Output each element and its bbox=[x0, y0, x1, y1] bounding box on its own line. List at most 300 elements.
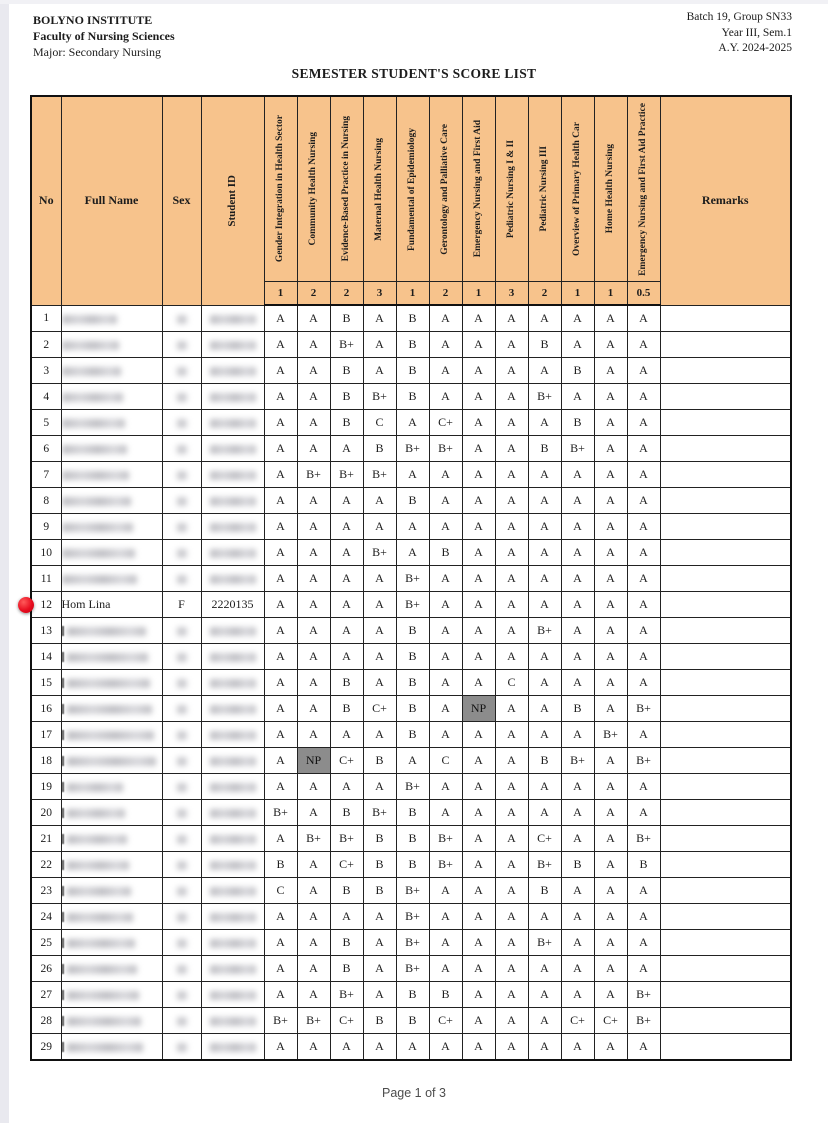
redacted-id-blur bbox=[210, 965, 256, 974]
grade-cell: A bbox=[297, 618, 330, 644]
institute-name: BOLYNO INSTITUTE bbox=[33, 13, 153, 27]
student-name bbox=[61, 305, 162, 332]
grade-cell: A bbox=[627, 462, 660, 488]
grade-cell: A bbox=[330, 436, 363, 462]
student-name bbox=[61, 852, 162, 878]
grade-cell: A bbox=[561, 826, 594, 852]
grade-cell: A bbox=[627, 618, 660, 644]
redacted-sex-blur bbox=[177, 341, 187, 350]
grade-cell: A bbox=[330, 592, 363, 618]
row-number: 10 bbox=[31, 540, 61, 566]
year-sem-line: Year III, Sem.1 bbox=[721, 26, 792, 39]
grade-cell: A bbox=[594, 904, 627, 930]
redacted-name-blur bbox=[62, 419, 125, 428]
grade-cell: A bbox=[462, 826, 495, 852]
remarks-cell bbox=[660, 748, 791, 774]
grade-cell: A bbox=[264, 670, 297, 696]
grade-cell: A bbox=[429, 956, 462, 982]
grade-cell: A bbox=[363, 904, 396, 930]
grade-cell: A bbox=[528, 540, 561, 566]
grade-cell: A bbox=[462, 722, 495, 748]
subject-header-6 bbox=[429, 96, 462, 282]
row-number: 22 bbox=[31, 852, 61, 878]
grade-cell: A bbox=[264, 774, 297, 800]
redacted-id-blur bbox=[210, 809, 256, 818]
redacted-id-blur bbox=[210, 523, 256, 532]
grade-cell: A bbox=[495, 332, 528, 358]
grade-cell: B+ bbox=[429, 826, 462, 852]
grade-cell: A bbox=[264, 956, 297, 982]
student-sex bbox=[162, 488, 201, 514]
grade-cell: A bbox=[594, 618, 627, 644]
grade-cell: C+ bbox=[330, 748, 363, 774]
grade-cell: A bbox=[297, 956, 330, 982]
grade-cell: A bbox=[594, 644, 627, 670]
grade-cell: A bbox=[627, 436, 660, 462]
grade-cell: B+ bbox=[627, 696, 660, 722]
remarks-cell bbox=[660, 384, 791, 410]
grade-cell: A bbox=[495, 592, 528, 618]
student-sex bbox=[162, 436, 201, 462]
grade-cell: A bbox=[495, 1008, 528, 1034]
grade-cell: A bbox=[561, 592, 594, 618]
grade-cell: A bbox=[495, 410, 528, 436]
grade-cell: A bbox=[462, 618, 495, 644]
student-name bbox=[61, 696, 162, 722]
grade-cell: B+ bbox=[396, 566, 429, 592]
student-name bbox=[61, 982, 162, 1008]
grade-cell: A bbox=[297, 540, 330, 566]
grade-cell: A bbox=[561, 670, 594, 696]
grade-cell: A bbox=[429, 800, 462, 826]
grade-cell: B+ bbox=[396, 956, 429, 982]
remarks-cell bbox=[660, 826, 791, 852]
redacted-sex-blur bbox=[177, 861, 187, 870]
student-name bbox=[61, 722, 162, 748]
grade-cell: A bbox=[528, 644, 561, 670]
student-sex bbox=[162, 982, 201, 1008]
table-row bbox=[31, 305, 791, 332]
grade-cell: A bbox=[297, 696, 330, 722]
grade-cell: B+ bbox=[330, 332, 363, 358]
student-id bbox=[201, 410, 264, 436]
red-dot-marker bbox=[18, 597, 34, 613]
grade-cell: A bbox=[594, 384, 627, 410]
row-number: 12 bbox=[31, 592, 61, 618]
subject-name-vertical: Maternal Health Nursing bbox=[373, 137, 384, 241]
name-prefix-fragment bbox=[62, 912, 64, 922]
redacted-name-blur bbox=[67, 627, 146, 636]
redacted-id-blur bbox=[210, 341, 256, 350]
student-id bbox=[201, 722, 264, 748]
table-row bbox=[31, 332, 791, 358]
grade-cell: A bbox=[594, 1034, 627, 1061]
name-prefix-fragment bbox=[62, 808, 64, 818]
grade-cell: A bbox=[594, 930, 627, 956]
grade-cell: A bbox=[264, 748, 297, 774]
credit-value-5: 1 bbox=[396, 282, 429, 306]
grade-cell: A bbox=[264, 566, 297, 592]
grade-cell: B bbox=[528, 878, 561, 904]
table-row bbox=[31, 852, 791, 878]
student-id-vertical-label: Student ID bbox=[226, 174, 239, 227]
grade-cell: B bbox=[330, 384, 363, 410]
grade-cell: A bbox=[297, 410, 330, 436]
grade-cell: A bbox=[528, 592, 561, 618]
grade-cell: A bbox=[297, 644, 330, 670]
row-number: 19 bbox=[31, 774, 61, 800]
grade-cell: A bbox=[264, 410, 297, 436]
grade-cell: B+ bbox=[264, 800, 297, 826]
grade-cell: A bbox=[594, 462, 627, 488]
grade-cell: A bbox=[594, 956, 627, 982]
grade-cell: A bbox=[429, 566, 462, 592]
redacted-id-blur bbox=[210, 835, 256, 844]
student-sex bbox=[162, 410, 201, 436]
redacted-sex-blur bbox=[177, 575, 187, 584]
grade-cell: A bbox=[594, 774, 627, 800]
grade-cell: B+ bbox=[330, 826, 363, 852]
student-id bbox=[201, 774, 264, 800]
grade-cell: A bbox=[561, 800, 594, 826]
row-number: 16 bbox=[31, 696, 61, 722]
page-number: Page 1 of 3 bbox=[382, 1086, 446, 1100]
redacted-id-blur bbox=[210, 991, 256, 1000]
grade-cell: B bbox=[396, 670, 429, 696]
student-id bbox=[201, 1008, 264, 1034]
row-number: 28 bbox=[31, 1008, 61, 1034]
grade-cell: B+ bbox=[627, 1008, 660, 1034]
grade-cell: B bbox=[561, 696, 594, 722]
grade-cell: C bbox=[264, 878, 297, 904]
subject-header-10 bbox=[561, 96, 594, 282]
grade-cell: A bbox=[594, 748, 627, 774]
grade-cell: B+ bbox=[528, 930, 561, 956]
grade-cell: B+ bbox=[627, 982, 660, 1008]
redacted-name-blur bbox=[62, 393, 123, 402]
grade-cell: B bbox=[396, 618, 429, 644]
student-name bbox=[61, 462, 162, 488]
row-number: 18 bbox=[31, 748, 61, 774]
grade-cell: B bbox=[396, 800, 429, 826]
grade-cell: A bbox=[627, 670, 660, 696]
grade-cell: A bbox=[429, 514, 462, 540]
grade-cell: A bbox=[627, 800, 660, 826]
row-number: 23 bbox=[31, 878, 61, 904]
table-row bbox=[31, 930, 791, 956]
grade-cell: A bbox=[429, 644, 462, 670]
grade-cell: B bbox=[330, 956, 363, 982]
row-number: 25 bbox=[31, 930, 61, 956]
student-sex bbox=[162, 514, 201, 540]
grade-cell: A bbox=[627, 592, 660, 618]
grade-cell: B bbox=[330, 670, 363, 696]
student-name bbox=[61, 1034, 162, 1061]
table-row bbox=[31, 462, 791, 488]
redacted-sex-blur bbox=[177, 419, 187, 428]
grade-cell: C+ bbox=[528, 826, 561, 852]
grade-cell: A bbox=[462, 1034, 495, 1061]
grade-cell: A bbox=[297, 332, 330, 358]
page-edge-left bbox=[0, 0, 9, 1123]
name-prefix-fragment bbox=[62, 938, 64, 948]
redacted-name-blur bbox=[67, 913, 133, 922]
redacted-name-blur bbox=[67, 653, 148, 662]
grade-cell: A bbox=[627, 540, 660, 566]
table-row bbox=[31, 592, 791, 618]
redacted-id-blur bbox=[210, 471, 256, 480]
grade-cell: A bbox=[363, 930, 396, 956]
row-number: 20 bbox=[31, 800, 61, 826]
subject-header-4 bbox=[363, 96, 396, 282]
grade-cell: A bbox=[594, 826, 627, 852]
redacted-id-blur bbox=[210, 575, 256, 584]
subject-name-vertical: Fundamental of Epidemiology bbox=[406, 127, 417, 251]
name-prefix-fragment bbox=[62, 756, 64, 766]
student-sex bbox=[162, 800, 201, 826]
grade-cell: A bbox=[495, 774, 528, 800]
grade-cell: A bbox=[462, 410, 495, 436]
grade-cell: A bbox=[363, 644, 396, 670]
redacted-id-blur bbox=[210, 913, 256, 922]
grade-cell: B bbox=[528, 436, 561, 462]
grade-cell: A bbox=[528, 488, 561, 514]
grade-cell: A bbox=[594, 800, 627, 826]
subject-name-vertical: Evidence-Based Practice in Nursing bbox=[340, 116, 351, 262]
grade-cell: A bbox=[264, 332, 297, 358]
student-sex bbox=[162, 358, 201, 384]
grade-cell: A bbox=[429, 696, 462, 722]
grade-cell: A bbox=[627, 410, 660, 436]
grade-cell: A bbox=[528, 956, 561, 982]
student-sex bbox=[162, 618, 201, 644]
row-number: 7 bbox=[31, 462, 61, 488]
subject-header-5 bbox=[396, 96, 429, 282]
grade-cell: B bbox=[330, 800, 363, 826]
grade-cell: A bbox=[462, 670, 495, 696]
grade-cell: A bbox=[561, 878, 594, 904]
grade-cell: A bbox=[264, 930, 297, 956]
grade-cell: A bbox=[462, 358, 495, 384]
redacted-sex-blur bbox=[177, 393, 187, 402]
student-name bbox=[61, 358, 162, 384]
grade-cell: A bbox=[363, 305, 396, 332]
grade-cell: A bbox=[627, 332, 660, 358]
grade-cell: A bbox=[495, 1034, 528, 1061]
table-row bbox=[31, 878, 791, 904]
score-table-body bbox=[31, 305, 791, 1060]
grade-cell: A bbox=[297, 436, 330, 462]
grade-cell: A bbox=[462, 592, 495, 618]
grade-cell: A bbox=[528, 305, 561, 332]
remarks-cell bbox=[660, 956, 791, 982]
grade-cell: B+ bbox=[297, 462, 330, 488]
remarks-cell bbox=[660, 488, 791, 514]
faculty-name: Faculty of Nursing Sciences bbox=[33, 29, 175, 43]
grade-cell: A bbox=[561, 956, 594, 982]
grade-cell: A bbox=[264, 358, 297, 384]
grade-cell: A bbox=[297, 488, 330, 514]
grade-cell: A bbox=[264, 982, 297, 1008]
grade-cell: A bbox=[627, 1034, 660, 1061]
grade-cell: A bbox=[561, 930, 594, 956]
table-row bbox=[31, 514, 791, 540]
table-row bbox=[31, 800, 791, 826]
page-title: SEMESTER STUDENT'S SCORE LIST bbox=[291, 66, 537, 81]
grade-cell: A bbox=[528, 696, 561, 722]
student-sex bbox=[162, 670, 201, 696]
grade-cell: A bbox=[264, 540, 297, 566]
grade-cell: A bbox=[561, 305, 594, 332]
grade-cell: B+ bbox=[396, 774, 429, 800]
subject-header-1 bbox=[264, 96, 297, 282]
student-sex bbox=[162, 1008, 201, 1034]
redacted-id-blur bbox=[210, 627, 256, 636]
grade-cell: A bbox=[561, 618, 594, 644]
grade-cell: A bbox=[429, 774, 462, 800]
row-number: 14 bbox=[31, 644, 61, 670]
redacted-sex-blur bbox=[177, 497, 187, 506]
grade-cell: A bbox=[561, 332, 594, 358]
grade-cell: A bbox=[495, 566, 528, 592]
student-sex bbox=[162, 305, 201, 332]
grade-cell: A bbox=[495, 358, 528, 384]
name-prefix-fragment bbox=[62, 834, 64, 844]
student-name bbox=[61, 332, 162, 358]
header-row-subjects bbox=[31, 96, 791, 282]
student-sex bbox=[162, 774, 201, 800]
grade-cell: A bbox=[264, 488, 297, 514]
student-name bbox=[61, 748, 162, 774]
student-id bbox=[201, 332, 264, 358]
grade-cell: B+ bbox=[396, 904, 429, 930]
grade-cell: A bbox=[264, 514, 297, 540]
student-sex bbox=[162, 748, 201, 774]
grade-cell: B bbox=[396, 696, 429, 722]
name-prefix-fragment bbox=[62, 990, 64, 1000]
remarks-cell bbox=[660, 332, 791, 358]
grade-cell: A bbox=[594, 436, 627, 462]
grade-cell: B+ bbox=[396, 930, 429, 956]
grade-cell-np: NP bbox=[297, 748, 330, 774]
grade-cell: B+ bbox=[429, 852, 462, 878]
redacted-sex-blur bbox=[177, 653, 187, 662]
grade-cell: A bbox=[495, 488, 528, 514]
grade-cell: B bbox=[330, 930, 363, 956]
grade-cell: A bbox=[264, 436, 297, 462]
grade-cell: A bbox=[528, 670, 561, 696]
grade-cell: A bbox=[627, 566, 660, 592]
student-sex bbox=[162, 696, 201, 722]
grade-cell: A bbox=[594, 852, 627, 878]
student-id bbox=[201, 670, 264, 696]
remarks-cell bbox=[660, 305, 791, 332]
subject-header-9 bbox=[528, 96, 561, 282]
grade-cell: A bbox=[363, 358, 396, 384]
remarks-cell bbox=[660, 878, 791, 904]
grade-cell: A bbox=[462, 748, 495, 774]
col-header-remarks: Remarks bbox=[660, 96, 791, 305]
subject-header-8 bbox=[495, 96, 528, 282]
remarks-cell bbox=[660, 540, 791, 566]
grade-cell: A bbox=[363, 332, 396, 358]
student-id bbox=[201, 852, 264, 878]
grade-cell: A bbox=[561, 488, 594, 514]
grade-cell: A bbox=[396, 748, 429, 774]
subject-name-vertical: Pediatric Nursing I & II bbox=[505, 139, 516, 239]
grade-cell: A bbox=[594, 488, 627, 514]
student-name bbox=[61, 566, 162, 592]
remarks-cell bbox=[660, 696, 791, 722]
student-name bbox=[61, 930, 162, 956]
redacted-sex-blur bbox=[177, 731, 187, 740]
grade-cell: A bbox=[330, 644, 363, 670]
grade-cell: A bbox=[363, 514, 396, 540]
remarks-cell bbox=[660, 462, 791, 488]
grade-cell: A bbox=[396, 540, 429, 566]
redacted-name-blur bbox=[67, 809, 125, 818]
grade-cell: A bbox=[495, 696, 528, 722]
redacted-sex-blur bbox=[177, 757, 187, 766]
grade-cell: C+ bbox=[594, 1008, 627, 1034]
grade-cell: A bbox=[561, 904, 594, 930]
student-id bbox=[201, 358, 264, 384]
grade-cell: B+ bbox=[330, 982, 363, 1008]
grade-cell: A bbox=[594, 670, 627, 696]
grade-cell: A bbox=[495, 982, 528, 1008]
row-number: 15 bbox=[31, 670, 61, 696]
grade-cell: A bbox=[462, 332, 495, 358]
row-number: 11 bbox=[31, 566, 61, 592]
score-table-head bbox=[31, 96, 791, 305]
redacted-sex-blur bbox=[177, 523, 187, 532]
grade-cell: A bbox=[462, 774, 495, 800]
grade-cell: A bbox=[363, 982, 396, 1008]
name-prefix-fragment bbox=[62, 1016, 64, 1026]
student-id bbox=[201, 514, 264, 540]
grade-cell: A bbox=[297, 982, 330, 1008]
grade-cell: A bbox=[264, 696, 297, 722]
redacted-sex-blur bbox=[177, 627, 187, 636]
grade-cell: A bbox=[495, 800, 528, 826]
grade-cell: A bbox=[264, 384, 297, 410]
redacted-sex-blur bbox=[177, 315, 187, 324]
grade-cell: A bbox=[627, 774, 660, 800]
grade-cell: A bbox=[429, 904, 462, 930]
redacted-sex-blur bbox=[177, 471, 187, 480]
student-id bbox=[201, 696, 264, 722]
grade-cell: B+ bbox=[363, 540, 396, 566]
table-row bbox=[31, 644, 791, 670]
grade-cell: B bbox=[396, 332, 429, 358]
redacted-id-blur bbox=[210, 783, 256, 792]
row-number: 17 bbox=[31, 722, 61, 748]
grade-cell: A bbox=[429, 384, 462, 410]
grade-cell: B bbox=[396, 722, 429, 748]
student-name bbox=[61, 670, 162, 696]
name-prefix-fragment bbox=[62, 860, 64, 870]
grade-cell: B+ bbox=[528, 618, 561, 644]
redacted-sex-blur bbox=[177, 965, 187, 974]
redacted-sex-blur bbox=[177, 705, 187, 714]
grade-cell: A bbox=[330, 540, 363, 566]
grade-cell: B+ bbox=[264, 1008, 297, 1034]
student-id bbox=[201, 384, 264, 410]
grade-cell: B bbox=[330, 305, 363, 332]
grade-cell: A bbox=[561, 1034, 594, 1061]
student-name bbox=[61, 618, 162, 644]
grade-cell: A bbox=[264, 644, 297, 670]
